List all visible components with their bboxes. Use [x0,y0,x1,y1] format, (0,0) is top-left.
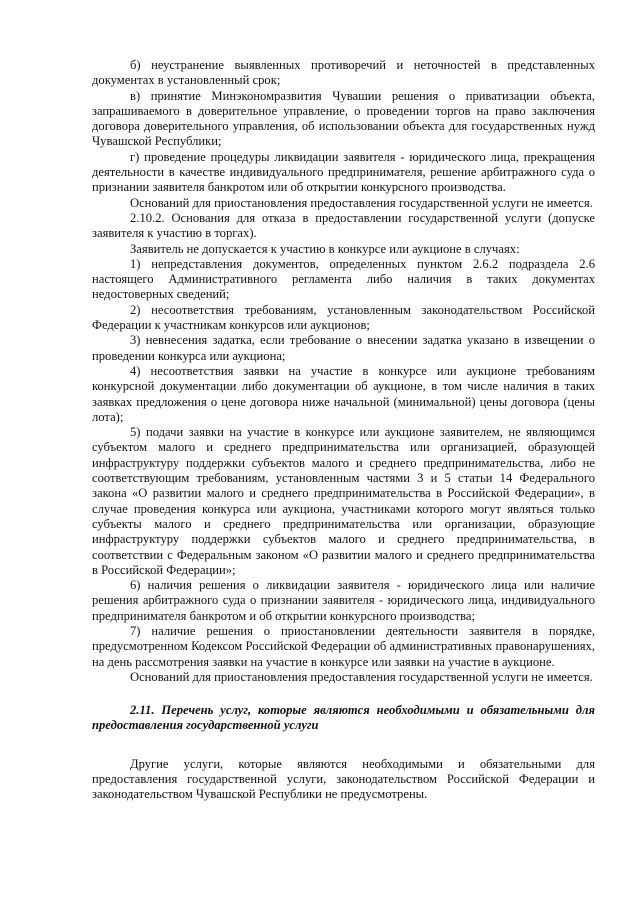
paragraph-ground-4: 4) несоответствия заявки на участие в конкурсе или аукционе требованиям конкурсной документации либо документации об аукционе, в том числе наличия в таких заявках предложения о цене договора ниже начальной (минимальной) цены договора (цены лота); [92,363,595,424]
paragraph-item-g: г) проведение процедуры ликвидации заявителя - юридического лица, прекращения деятельности в качестве индивидуального предпринимателя, решение арбитражного суда о признании заявителя банкротом или об открытии конкурсного производства. [92,149,595,195]
paragraph-item-v: в) принятие Минэкономразвития Чувашии решения о приватизации объекта, запрашиваемого в доверительное управление, о проведении торгов на право заключения договора доверительного управления, об использовании объекта для государственных нужд Чувашской Республики; [92,88,595,149]
paragraph-ground-7: 7) наличие решения о приостановлении деятельности заявителя в порядке, предусмотренном Кодексом Российской Федерации об административных правонарушениях, на день рассмотрения заявки на участие в конкурсе или заявки на участие в аукционе. [92,623,595,669]
paragraph-item-b: б) неустранение выявленных противоречий и неточностей в представленных документах в установленный срок; [92,58,595,88]
paragraph-2-10-2: 2.10.2. Основания для отказа в предоставлении государственной услуги (допуске заявителя к участию в торгах). [92,210,595,241]
paragraph-ground-6: 6) наличия решения о ликвидации заявителя - юридического лица или наличие решения арбитражного суда о признании заявителя - юридического лица, индивидуального предпринимателя банкротом и об открытии конкурсного производства; [92,578,595,623]
paragraph-no-suspension-grounds: Оснований для приостановления предоставления государственной услуги не имеется. [130,195,593,210]
paragraph-ground-2: 2) несоответствия требованиям, установленным законодательством Российской Федерации к участникам конкурсов или аукционов; [92,302,595,333]
section-heading-2-11: 2.11. Перечень услуг, которые являются необходимыми и обязательными для предоставления государственной услуги [92,703,595,733]
paragraph-ground-5: 5) подачи заявки на участие в конкурсе или аукционе заявителем, не являющимся субъектом малого и среднего предпринимательства или организацией, образующей инфраструктуру поддержки субъектов малого и среднего предпринимательства, либо не соответствующим требованиям, установленным частями 3 и 5 статьи 14 Федерального закона «О развитии малого и среднего предпринимательства в Российской Федерации», в случае проведения конкурса или аукциона, участниками которого могут являться только субъекты малого и среднего предпринимательства или организации, образующие инфраструктуру поддержки субъектов малого и среднего предпринимательства, в соответствии с Федеральным законом «О развитии малого и среднего предпринимательства в Российской Федерации»; [92,425,595,577]
paragraph-not-admitted-intro: Заявитель не допускается к участию в конкурсе или аукционе в случаях: [130,241,520,256]
paragraph-other-services: Другие услуги, которые являются необходимыми и обязательными для предоставления государственной услуги, законодательством Российской Федерации и законодательством Чувашской Республики не предусмотрены. [92,756,595,802]
paragraph-ground-1: 1) непредставления документов, определенных пунктом 2.6.2 подраздела 2.6 настоящего Административного регламента либо наличия в таких документах недостоверных сведений; [92,256,595,302]
document-page [92,58,595,803]
paragraph-ground-3: 3) невнесения задатка, если требование о внесении задатка указано в извещении о проведении конкурса или аукциона; [92,333,595,363]
paragraph-no-suspension-grounds-2: Оснований для приостановления предоставления государственной услуги не имеется. [130,669,593,684]
